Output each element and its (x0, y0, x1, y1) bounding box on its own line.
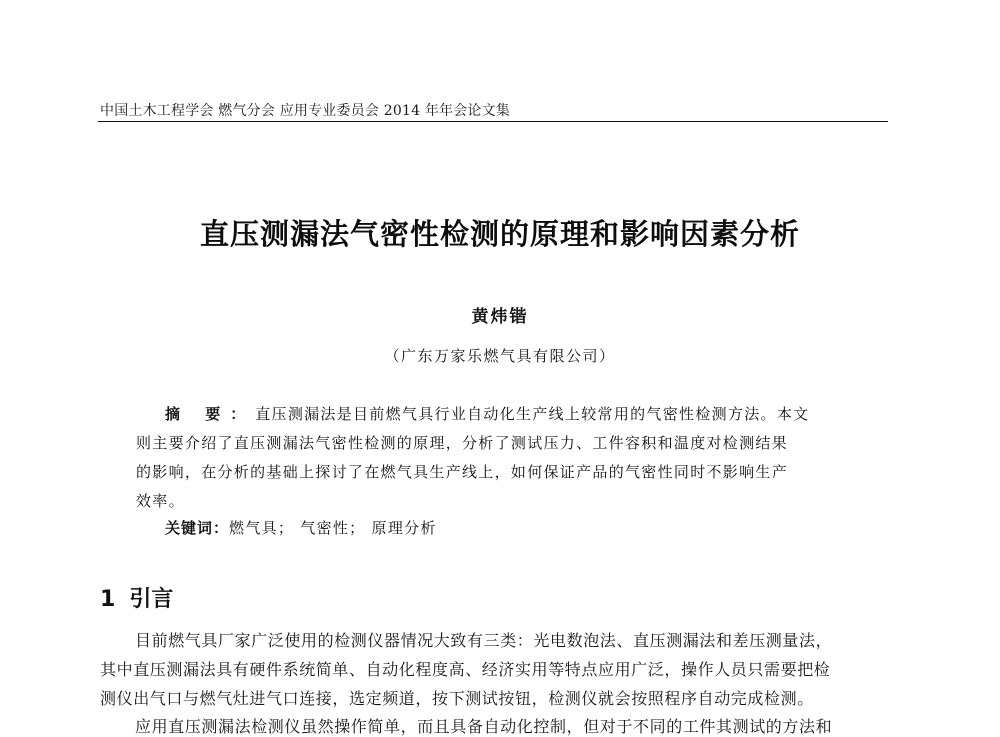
abstract-line: 的影响，在分析的基础上探讨了在燃气具生产线上，如何保证产品的气密性同时不影响生产 (136, 463, 789, 481)
body-text-line: 测仪出气口与燃气灶进气口连接，选定频道，按下测试按钮，检测仪就会按照程序自动完成检测。 (100, 689, 814, 708)
paper-title: 直压测漏法气密性检测的原理和影响因素分析 (199, 217, 800, 251)
abstract-line: 则主要介绍了直压测漏法气密性检测的原理，分析了测试压力、工件容积和温度对检测结果 (136, 434, 789, 452)
section-heading (100, 582, 173, 613)
section-title: 引言 (129, 587, 174, 612)
keywords-label: 关键词： (165, 519, 230, 537)
section-number: 1 (100, 587, 116, 612)
keywords (165, 517, 437, 538)
running-header: 中国土木工程学会 燃气分会 应用专业委员会 2014 年年会论文集 (100, 103, 511, 119)
abstract-label: 摘 要： (165, 405, 256, 423)
abstract-line (165, 403, 809, 424)
body-text-line: 目前燃气具厂家广泛使用的检测仪器情况大致有三类：光电数泡法、直压测漏法和差压测量法， (135, 631, 833, 650)
body-text-line: 应用直压测漏法检测仪虽然操作简单，而且具备自动化控制，但对于不同的工件其测试的方法和 (135, 717, 833, 736)
abstract-text: 直压测漏法是目前燃气具行业自动化生产线上较常用的气密性检测方法。本文 (255, 405, 810, 423)
author-affiliation: （广东万家乐燃气具有限公司） (384, 347, 616, 365)
abstract-line: 效率。 (136, 492, 185, 510)
keywords-text: 燃气具； 气密性； 原理分析 (229, 519, 437, 537)
body-text-line: 其中直压测漏法具有硬件系统简单、自动化程度高、经济实用等特点应用广泛，操作人员只需要把检 (100, 660, 831, 679)
header-rule (98, 121, 888, 122)
author-name: 黄炜锴 (471, 307, 529, 327)
